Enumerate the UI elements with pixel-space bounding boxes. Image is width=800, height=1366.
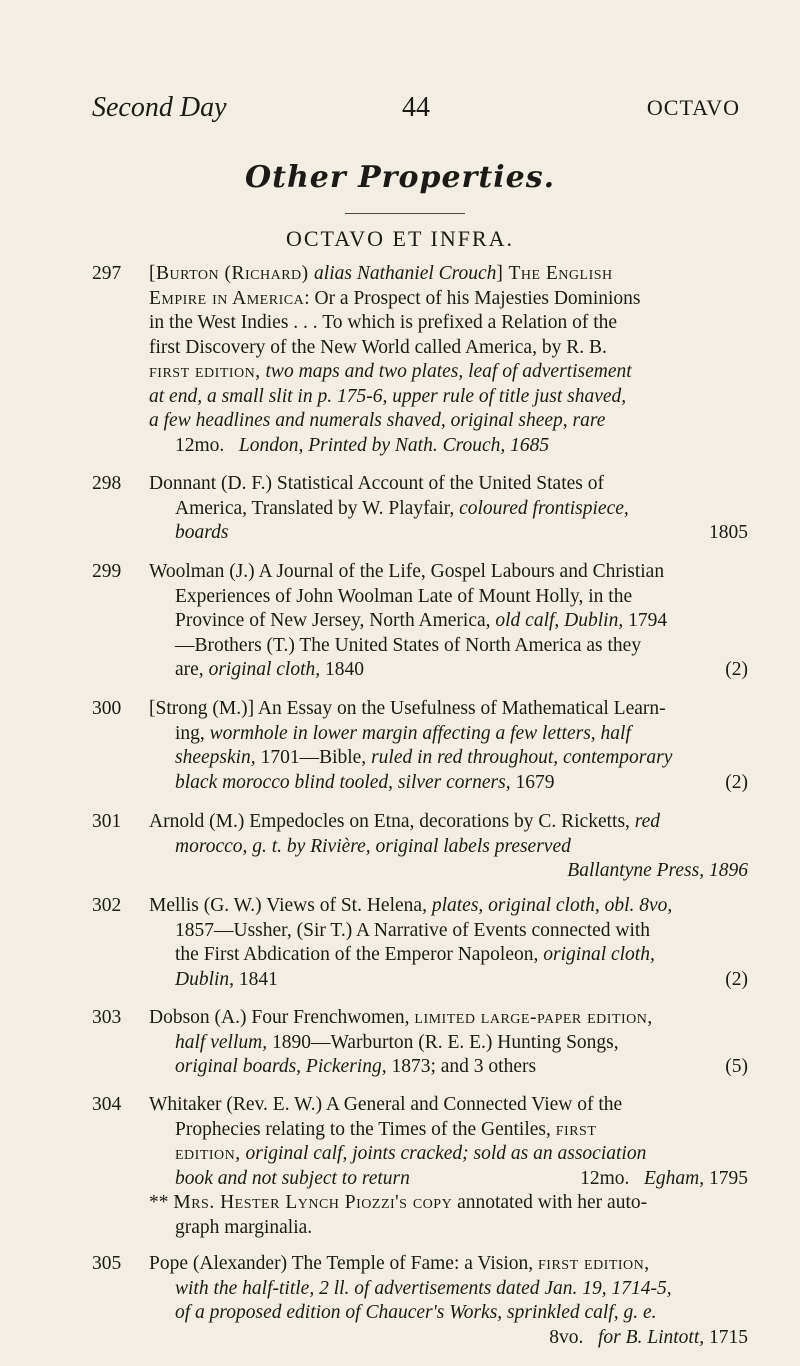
date: 1715 xyxy=(704,1326,748,1348)
lot-description xyxy=(149,1006,748,1080)
lot-description xyxy=(149,894,748,992)
provenance-note: graph marginalia. xyxy=(175,1216,313,1238)
condition-note: original boards, Pickering, xyxy=(175,1056,387,1077)
alias: alias Nathaniel Crouch xyxy=(314,263,497,284)
title-text: Prophecies relating to the Times of the Gentiles, xyxy=(175,1118,556,1140)
lot-number: 302 xyxy=(92,895,122,916)
title-text: ing, xyxy=(175,722,210,744)
lot-301 xyxy=(92,810,748,884)
lot-number: 297 xyxy=(92,263,122,284)
date: 1841 xyxy=(234,968,278,990)
imprint: Egham, xyxy=(644,1167,705,1189)
running-head-right: OCTAVO xyxy=(646,95,740,120)
lot-description xyxy=(149,1093,748,1240)
lot-number: 300 xyxy=(92,698,122,719)
condition-note: at end, a small slit in p. 175-6, upper rule of title just shaved, xyxy=(149,385,627,407)
lot-count: (2) xyxy=(725,659,748,680)
lot-number: 303 xyxy=(92,1007,122,1028)
date: 1795 xyxy=(704,1167,748,1189)
condition-note: plates, original cloth, obl. 8vo, xyxy=(431,895,673,916)
condition-note: wormhole in lower margin affecting a few letters, half xyxy=(209,722,631,744)
binding: boards xyxy=(175,522,229,543)
lot-305 xyxy=(92,1252,748,1350)
lot-299 xyxy=(92,560,748,683)
lot-description xyxy=(149,560,748,683)
title-start: ] The English xyxy=(496,263,613,284)
imprint: Ballantyne Press, 1896 xyxy=(567,860,748,881)
condition-note: with the half-title, 2 ll. of advertisements dated Jan. 19, 1714-5, xyxy=(175,1277,672,1299)
condition-note: of a proposed edition of Chaucer's Works, sprinkled calf, g. e. xyxy=(175,1302,657,1323)
lot-number: 305 xyxy=(92,1253,122,1274)
title-text: the First Abdication of the Emperor Napoleon, xyxy=(175,944,544,965)
title-text: Donnant (D. F.) Statistical Account of the United States of xyxy=(149,473,604,494)
condition-note: black morocco blind tooled, silver corners, xyxy=(175,771,511,793)
title-text: : Or a Prospect of his Majesties Dominions xyxy=(304,287,641,309)
date: 1805 xyxy=(709,522,748,543)
condition-note: half vellum, xyxy=(175,1031,268,1053)
author: [Burton (Richard) xyxy=(149,263,315,284)
page-number: 44 xyxy=(402,92,430,123)
lot-description xyxy=(149,262,748,458)
condition-note: sheepskin, xyxy=(175,747,256,768)
title-text: 1873; and 3 others xyxy=(386,1056,537,1077)
running-head-left: Second Day xyxy=(92,92,227,123)
title-text: —Brothers (T.) The United States of North America as they xyxy=(175,634,642,656)
format: 12mo. xyxy=(175,434,225,456)
title-text: first Discovery of the New World called America, by R. B. xyxy=(149,336,607,358)
condition-note: old calf, Dublin, xyxy=(495,610,624,631)
lot-count: (2) xyxy=(725,968,748,990)
section-title: Other Properties. xyxy=(244,160,556,195)
title-text: Whitaker (Rev. E. W.) A General and Connected View of the xyxy=(149,1094,623,1115)
title-text: 1701—Bible, xyxy=(255,747,372,768)
title-text: 1890—Warburton (R. E. E.) Hunting Songs, xyxy=(267,1031,619,1053)
imprint: for B. Lintott, xyxy=(597,1326,705,1348)
lot-description xyxy=(149,697,748,795)
title-text: in the West Indies . . . To which is prefixed a Relation of the xyxy=(149,312,618,333)
provenance-note: annotated with her auto- xyxy=(452,1192,648,1213)
condition-note: original cloth, xyxy=(208,659,321,680)
imprint: London, Printed by Nath. Crouch, 1685 xyxy=(238,434,550,456)
edition-note: limited large-paper edition, xyxy=(414,1007,653,1028)
edition-note: first xyxy=(555,1118,597,1140)
condition-note: ruled in red throughout, contemporary xyxy=(371,747,673,768)
running-head xyxy=(92,92,740,132)
condition-note: morocco, g. t. by Rivière, original labels preserved xyxy=(175,835,571,857)
asterism: ** xyxy=(149,1192,174,1213)
provenance: Mrs. Hester Lynch Piozzi's copy xyxy=(173,1192,453,1213)
title-text: are, xyxy=(175,659,209,680)
title-text: Arnold (M.) Empedocles on Etna, decorations by C. Ricketts, xyxy=(149,811,635,832)
date: 1794 xyxy=(623,610,668,631)
section-subtitle: OCTAVO ET INFRA. xyxy=(285,226,515,251)
condition-note: coloured frontispiece, xyxy=(459,497,629,519)
lot-number: 301 xyxy=(92,811,122,832)
format: 8vo. xyxy=(549,1326,584,1348)
lot-number: 298 xyxy=(92,473,122,494)
title-text: Mellis (G. W.) Views of St. Helena, xyxy=(149,895,432,916)
lot-count: (2) xyxy=(725,771,748,793)
condition-note: original cloth, xyxy=(543,944,655,965)
lot-297 xyxy=(92,262,748,458)
lot-number: 304 xyxy=(92,1094,122,1115)
title-text: [Strong (M.)] An Essay on the Usefulness of Mathematical Learn- xyxy=(149,698,666,719)
title-text: Pope (Alexander) The Temple of Fame: a Vision, xyxy=(149,1253,539,1274)
lot-count: (5) xyxy=(725,1056,748,1077)
title-text: Woolman (J.) A Journal of the Life, Gospel Labours and Christian xyxy=(149,561,665,582)
lot-description xyxy=(149,810,748,884)
edition-note: edition, xyxy=(175,1143,241,1164)
date: 1840 xyxy=(320,659,365,680)
title-text: 1857—Ussher, (Sir T.) A Narrative of Events connected with xyxy=(175,919,651,941)
format: 12mo. xyxy=(580,1167,630,1189)
title-text: Province of New Jersey, North America, xyxy=(175,610,496,631)
title-caps: Empire in America xyxy=(149,287,305,309)
lot-302 xyxy=(92,894,748,992)
lot-298 xyxy=(92,472,748,546)
date: 1679 xyxy=(510,771,555,793)
lot-304 xyxy=(92,1093,748,1240)
condition-note: original calf, joints cracked; sold as an association xyxy=(240,1143,647,1164)
lot-303 xyxy=(92,1006,748,1080)
title-text: Dobson (A.) Four Frenchwomen, xyxy=(149,1007,415,1028)
title-text: America, Translated by W. Playfair, xyxy=(175,497,460,519)
condition-note: red xyxy=(634,811,661,832)
edition-note: first edition, xyxy=(149,361,261,382)
lot-number: 299 xyxy=(92,561,122,582)
lot-300 xyxy=(92,697,748,795)
imprint: Dublin, xyxy=(175,968,235,990)
heading-rule xyxy=(345,213,465,214)
condition-note: book and not subject to return xyxy=(175,1167,410,1189)
condition-note: a few headlines and numerals shaved, original sheep, rare xyxy=(149,410,606,431)
lot-description xyxy=(149,1252,748,1350)
lot-description xyxy=(149,472,748,546)
edition-note: first edition, xyxy=(538,1253,650,1274)
title-text: Experiences of John Woolman Late of Mount Holly, in the xyxy=(175,585,633,607)
condition-note: two maps and two plates, leaf of advertisement xyxy=(260,361,632,382)
